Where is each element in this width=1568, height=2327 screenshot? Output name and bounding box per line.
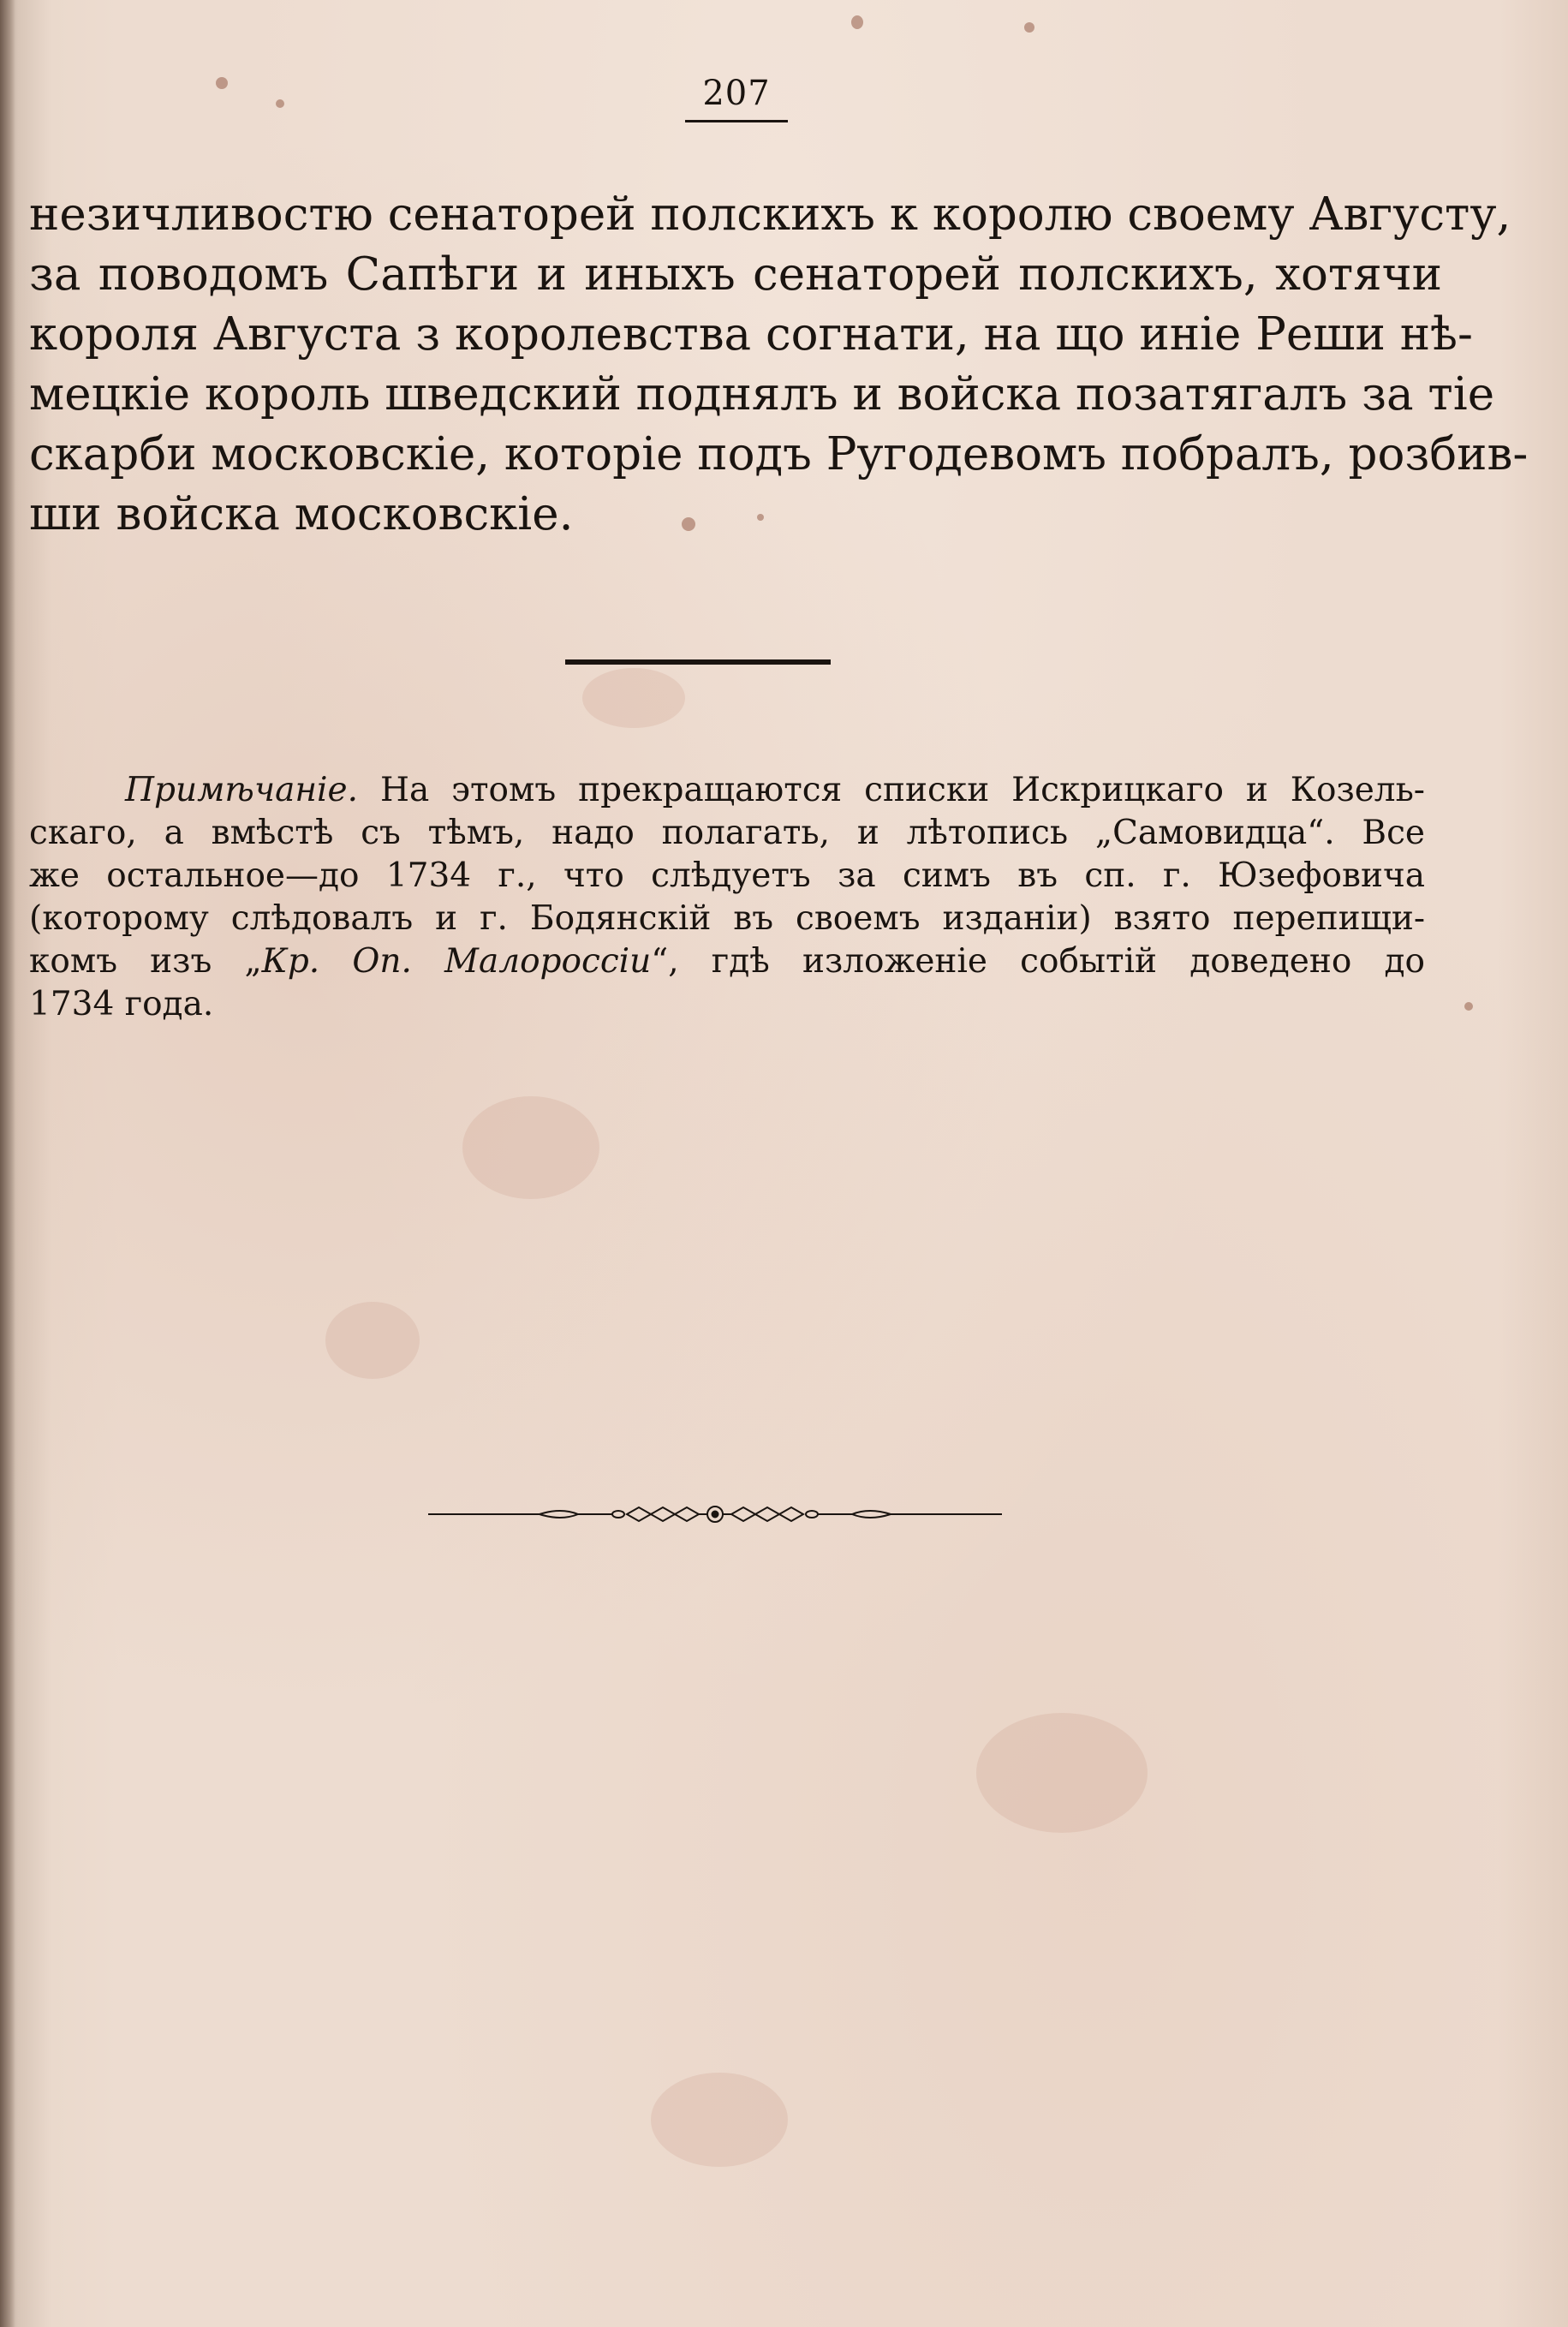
section-divider bbox=[565, 659, 831, 665]
page-number: 207 bbox=[702, 74, 771, 113]
main-text-line: короля Августа з королевства согнати, на що иніе Реши нѣ- bbox=[29, 308, 1473, 361]
note-line bbox=[29, 940, 1425, 983]
note-line bbox=[29, 769, 1425, 812]
foxing-spot bbox=[216, 77, 228, 89]
foxing-spot bbox=[851, 15, 863, 29]
page-number-underline bbox=[685, 120, 788, 122]
note-line: скаго, а вмѣстѣ съ тѣмъ, надо полагать, и лѣтопись „Самовидца“. Все bbox=[29, 814, 1425, 852]
note-line-text: “, гдѣ изложеніе событій доведено до bbox=[651, 942, 1425, 981]
paper-stain bbox=[976, 1713, 1148, 1833]
paper-stain bbox=[582, 668, 685, 728]
note-source-title: Кр. Оп. Малороссіи bbox=[261, 942, 652, 981]
main-text-line: ши войска московскіе. bbox=[29, 488, 574, 540]
main-text-line: незичливостю сенаторей полскихъ к королю своему Августу, bbox=[29, 188, 1511, 241]
foxing-spot bbox=[276, 99, 284, 108]
paper-stain bbox=[462, 1096, 599, 1199]
note-line: (которому слѣдовалъ и г. Бодянскій въ своемъ изданіи) взято перепищи- bbox=[29, 899, 1425, 938]
foxing-spot bbox=[1464, 1002, 1473, 1011]
note-line-text: На этомъ прекращаются списки Искрицкаго и Козель- bbox=[379, 771, 1425, 809]
main-text-block bbox=[29, 185, 1529, 545]
note-line: же остальное—до 1734 г., что слѣдуетъ за симъ въ сп. г. Юзефовича bbox=[29, 856, 1425, 895]
paper-stain bbox=[651, 2073, 788, 2167]
page-binding-edge bbox=[0, 0, 15, 2327]
foxing-spot bbox=[1024, 22, 1034, 33]
note-line-text: комъ изъ „ bbox=[29, 942, 262, 981]
note-line: 1734 года. bbox=[29, 985, 214, 1023]
paper-stain bbox=[325, 1302, 420, 1379]
main-text-line: мецкіе король шведский поднялъ и войска позатягалъ за тіе bbox=[29, 368, 1495, 421]
main-text-line: за поводомъ Сапѣги и иныхъ сенаторей полскихъ, хотячи bbox=[29, 248, 1442, 301]
main-text-line: скарби московскіе, которіе подъ Ругодевомъ побралъ, розбив- bbox=[29, 428, 1529, 480]
ornamental-divider bbox=[428, 1497, 1002, 1531]
editor-note bbox=[29, 769, 1425, 1026]
note-label: Примѣчаніе. bbox=[125, 771, 358, 809]
